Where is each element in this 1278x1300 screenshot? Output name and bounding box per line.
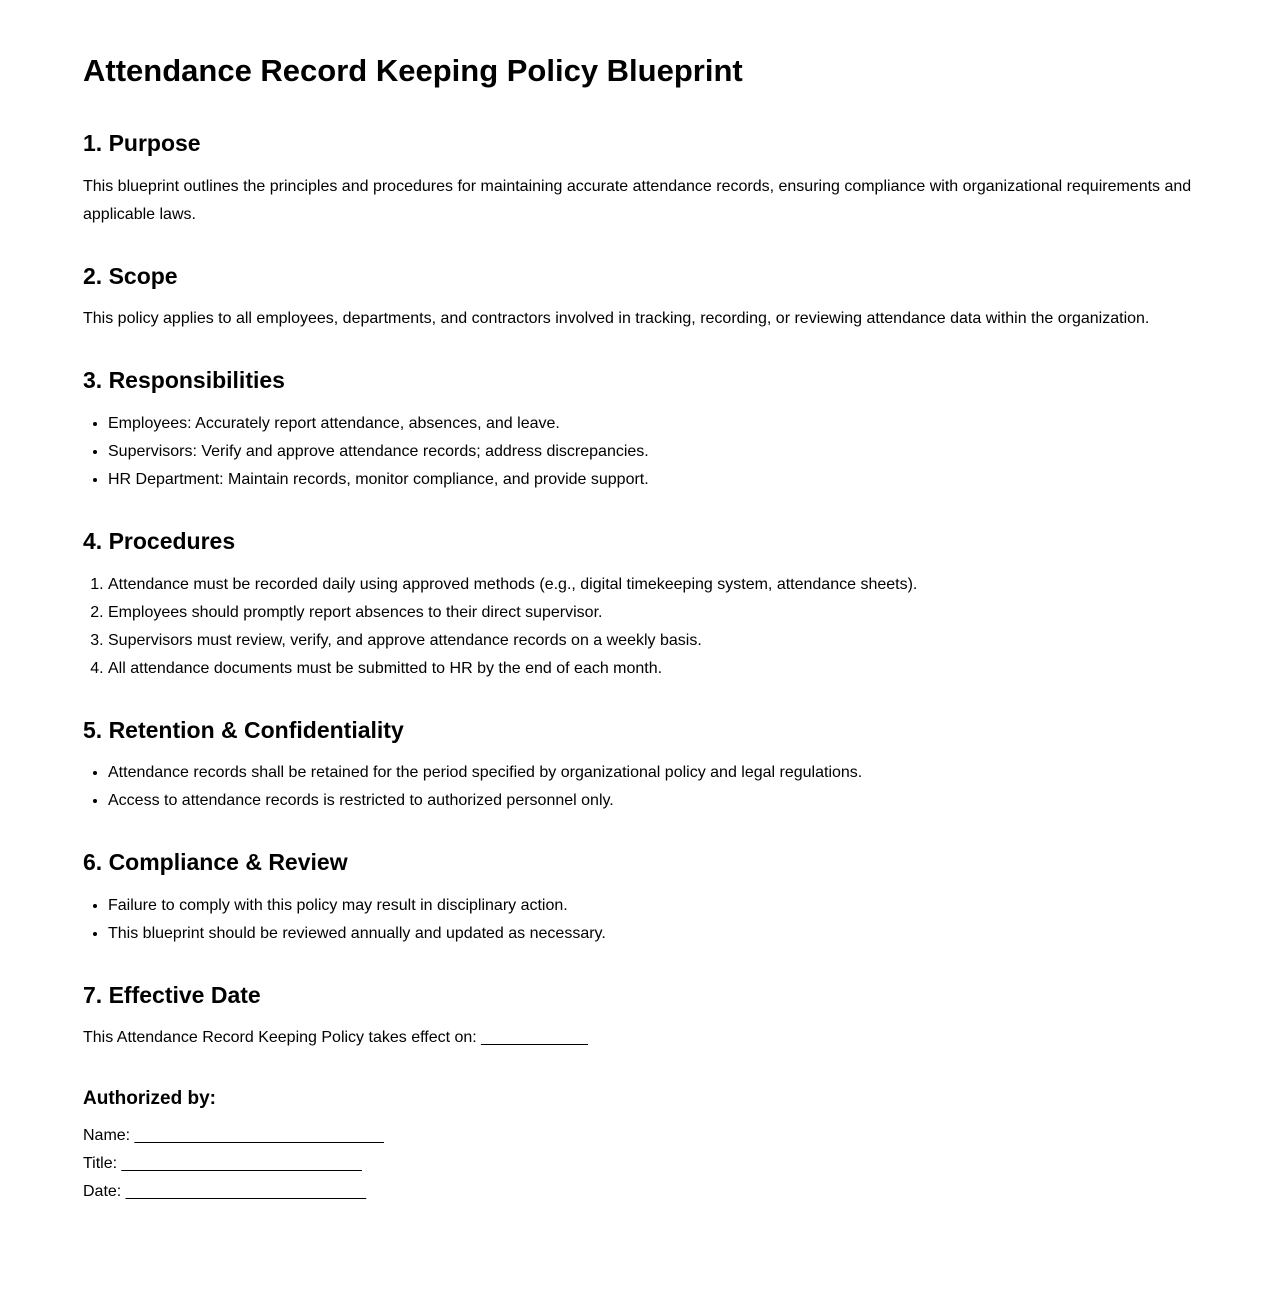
section-heading-responsibilities: 3. Responsibilities <box>83 367 285 394</box>
procedures-list <box>83 571 1195 683</box>
name-field-label: Name: <box>83 1127 131 1145</box>
list-item: 4. All attendance documents must be submitted to HR by the end of each month. <box>108 655 1195 683</box>
scope-paragraph: This policy applies to all employees, departments, and contractors involved in tracking, recording, or reviewing attendance data within the organization. <box>83 310 1150 328</box>
authorization-block <box>83 1087 1195 1206</box>
list-item: • Attendance records shall be retained for the period specified by organizational policy and legal regulations. <box>108 759 1195 787</box>
section-heading-compliance: 6. Compliance & Review <box>83 849 348 876</box>
date-field-label: Date: <box>83 1183 122 1201</box>
effective-date-paragraph <box>83 1024 1195 1052</box>
title-field-label: Title: <box>83 1155 118 1173</box>
list-item: • Access to attendance records is restricted to authorized personnel only. <box>108 787 1195 815</box>
list-item: 2. Employees should promptly report absences to their direct supervisor. <box>108 599 1195 627</box>
authorized-by-heading: Authorized by: <box>83 1088 216 1110</box>
signature-line-name <box>83 1122 1195 1150</box>
document-title: Attendance Record Keeping Policy Blueprint <box>83 53 743 88</box>
retention-list <box>83 759 1195 815</box>
list-item: • This blueprint should be reviewed annually and updated as necessary. <box>108 920 1195 948</box>
compliance-list <box>83 892 1195 948</box>
date-field-blank: ___________________________ <box>125 1183 366 1201</box>
signature-line-date <box>83 1178 1195 1206</box>
list-item: • Supervisors: Verify and approve attendance records; address discrepancies. <box>108 438 1195 466</box>
effective-date-text: This Attendance Record Keeping Policy takes effect on: <box>83 1029 477 1047</box>
section-heading-purpose: 1. Purpose <box>83 130 201 157</box>
responsibilities-list <box>83 410 1195 494</box>
name-field-blank: ____________________________ <box>134 1127 384 1145</box>
signature-line-title <box>83 1150 1195 1178</box>
list-item: 1. Attendance must be recorded daily using approved methods (e.g., digital timekeeping system, attendance sheets). <box>108 571 1195 599</box>
section-heading-retention: 5. Retention & Confidentiality <box>83 716 404 743</box>
list-item: • Failure to comply with this policy may result in disciplinary action. <box>108 892 1195 920</box>
list-item: • HR Department: Maintain records, monitor compliance, and provide support. <box>108 466 1195 494</box>
section-heading-procedures: 4. Procedures <box>83 527 236 554</box>
list-item: • Employees: Accurately report attendance, absences, and leave. <box>108 410 1195 438</box>
list-item: 3. Supervisors must review, verify, and approve attendance records on a weekly basis. <box>108 627 1195 655</box>
effective-date-blank: ____________ <box>481 1029 588 1047</box>
purpose-paragraph: This blueprint outlines the principles and procedures for maintaining accurate attendance records, ensuring compliance with organizational requirements and applicable laws. <box>83 177 1192 223</box>
title-field-blank: ___________________________ <box>121 1155 362 1173</box>
section-heading-effective-date: 7. Effective Date <box>83 981 261 1008</box>
section-heading-scope: 2. Scope <box>83 262 178 289</box>
